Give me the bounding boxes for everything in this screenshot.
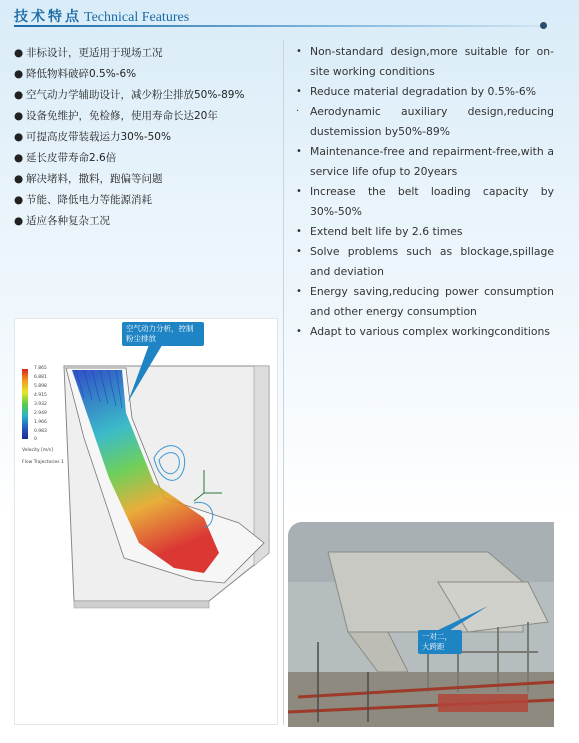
feature-text: Aerodynamic auxiliary design,reducing dustemission by50%-89% [310,105,554,138]
header-title-cn: 技术特点 [14,9,82,25]
feature-text: Non-standard design,more suitable for on-site working conditions [310,45,554,78]
bullet-icon: ● [14,110,24,122]
header-title-en: Technical Features [84,10,190,25]
photo-callout: 一对二，大跨距 [418,630,462,654]
bullet-icon: • [296,286,302,297]
bullet-icon: • [296,86,302,97]
legend-value: 2.949 [34,411,47,416]
feature-text: Solve problems such as blockage,spillage and deviation [310,245,554,278]
bullet-icon: • [296,246,302,257]
bullet-icon: ● [14,215,24,227]
simulation-callout: 空气动力分析，控制粉尘排放 [122,322,204,346]
feature-text: Maintenance-free and repairment-free,with a service life ofup to 20years [310,145,554,178]
legend-value: 5.898 [34,384,47,389]
figure-caption: Flow Trajectories 1 [22,460,64,465]
legend-value: 4.915 [34,393,47,398]
feature-text: 延长皮带寿命2.6倍 [26,152,117,164]
feature-text: Increase the belt loading capacity by 30%-50% [310,185,554,218]
feature-text: 解决堵料，撒料，跑偏等问题 [26,173,163,185]
bullet-icon: ● [14,89,24,101]
feature-text: 设备免维护，免检修，使用寿命长达20年 [26,110,218,122]
bullet-icon: • [296,46,302,57]
feature-text: Adapt to various complex workingconditions [310,325,550,338]
legend-value: 0.983 [34,429,47,434]
feature-text: Extend belt life by 2.6 times [310,225,463,238]
feature-text: Energy saving,reducing power consumption and other energy consumption [310,285,554,318]
legend-value: 1.966 [34,420,47,425]
bullet-icon: · [296,106,300,117]
bullet-icon: ● [14,131,24,143]
legend-value: 3.932 [34,402,47,407]
feature-text: 空气动力学辅助设计，减少粉尘排放50%-89% [26,89,245,101]
feature-text: 节能、降低电力等能源消耗 [26,194,152,206]
legend-value: 0 [34,437,37,442]
bullet-icon: ● [14,152,24,164]
bullet-icon: ● [14,173,24,185]
bullet-icon: ● [14,194,24,206]
feature-text: Reduce material degradation by 0.5%-6% [310,85,536,98]
bullet-icon: • [296,146,302,157]
legend-unit: Velocity [m/s] [22,448,53,453]
bullet-icon: ● [14,68,24,80]
feature-text: 可提高皮带装载运力30%-50% [26,131,171,143]
legend-value: 6.881 [34,375,47,380]
legend-value: 7.865 [34,366,47,371]
bullet-icon: ● [14,47,24,59]
bullet-icon: • [296,226,302,237]
feature-text: 适应各种复杂工况 [26,215,110,227]
bullet-icon: • [296,326,302,337]
bullet-icon: • [296,186,302,197]
feature-text: 降低物料破碎0.5%-6% [26,68,137,80]
feature-text: 非标设计，更适用于现场工况 [26,47,163,59]
